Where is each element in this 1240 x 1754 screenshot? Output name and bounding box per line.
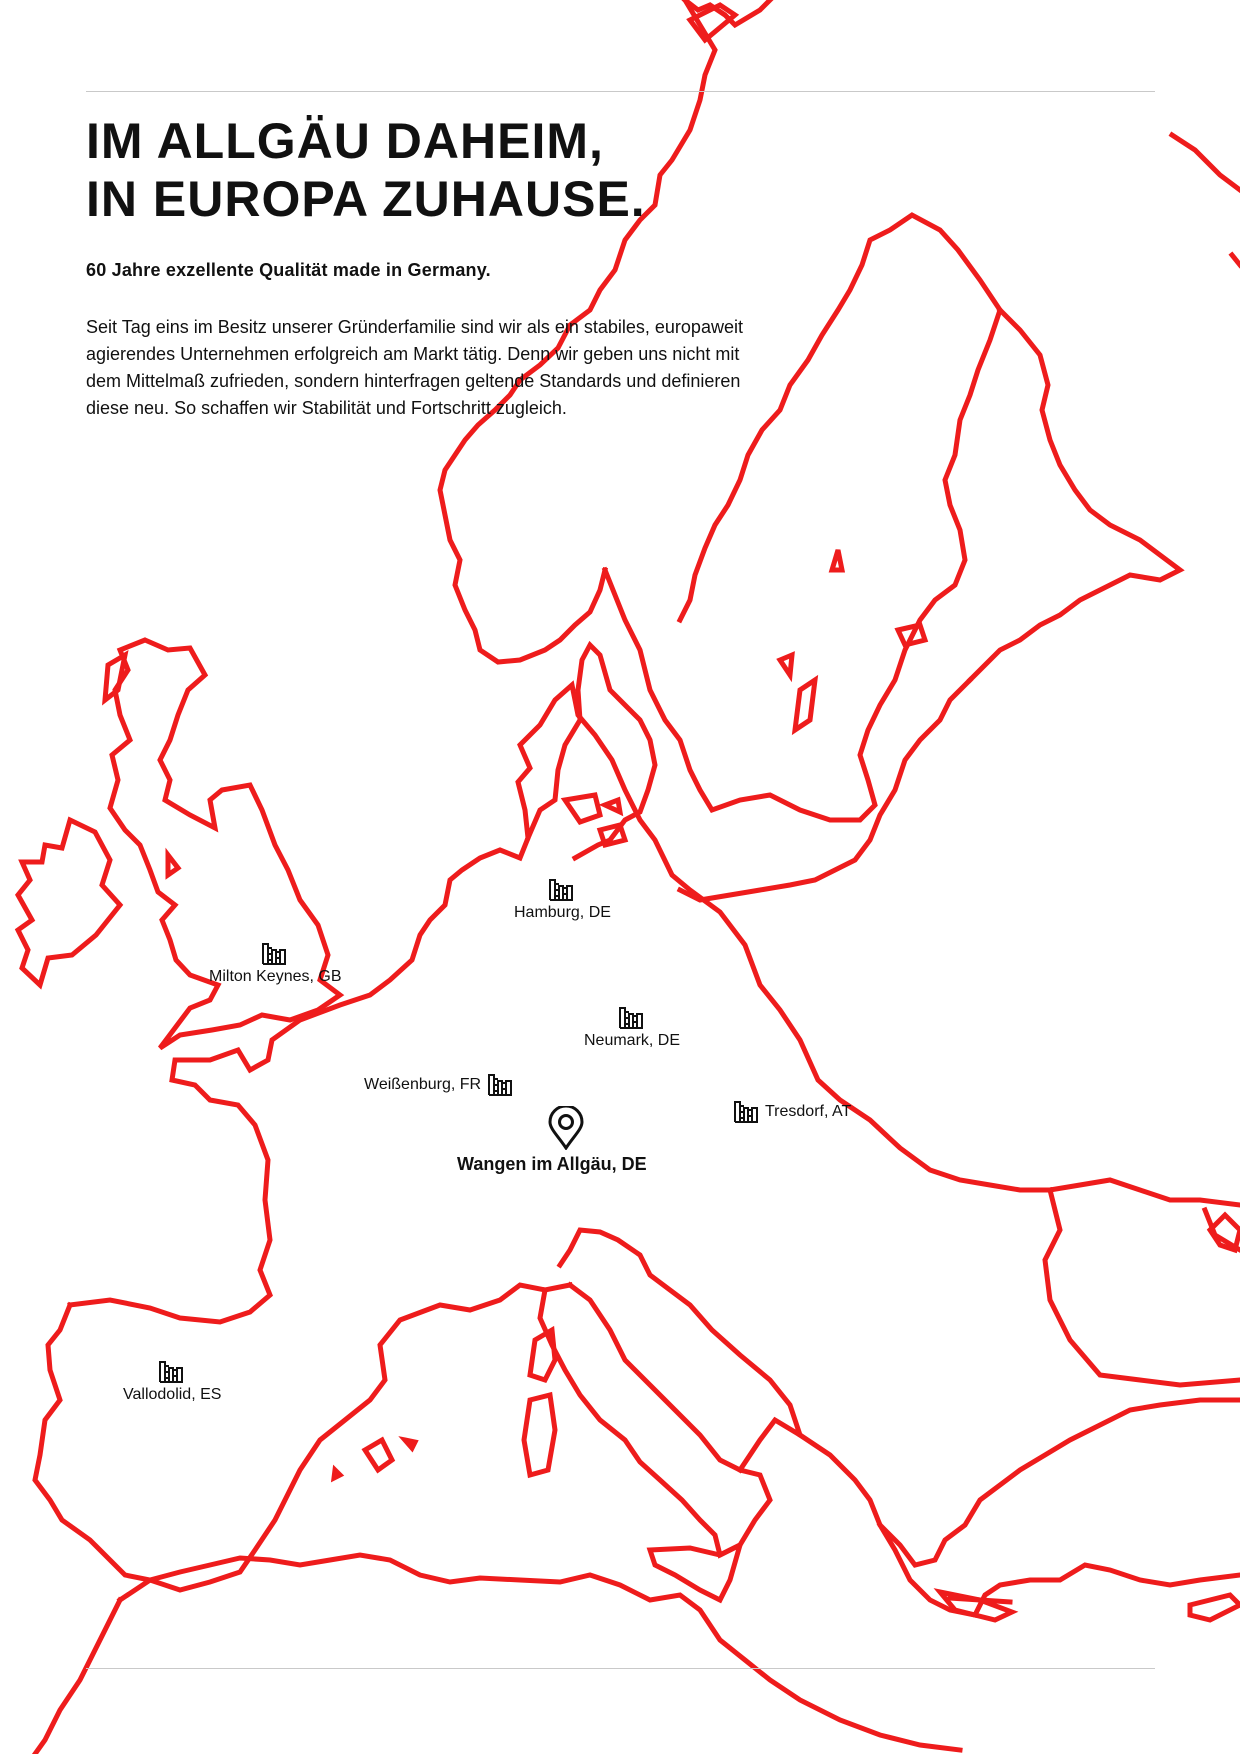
factory-icon bbox=[158, 1360, 186, 1384]
map-ireland bbox=[18, 820, 120, 985]
location-label: Hamburg, DE bbox=[514, 904, 611, 921]
map-sicily bbox=[650, 1545, 740, 1600]
map-greece bbox=[880, 1525, 1240, 1615]
map-east-edge bbox=[1232, 255, 1240, 265]
map-balearic-small bbox=[405, 1440, 415, 1448]
factory-icon bbox=[261, 942, 289, 966]
map-continent-west bbox=[70, 685, 1240, 1322]
body-line: agierendes Unternehmen erfolgreich am Markt tätig. Denn wir geben uns nicht mit bbox=[86, 344, 740, 364]
headline-line-2: IN EUROPA ZUHAUSE. bbox=[86, 171, 646, 227]
factory-icon bbox=[733, 1100, 761, 1124]
location-hamburg bbox=[514, 878, 611, 922]
map-danish-island bbox=[605, 800, 620, 812]
location-label: Milton Keynes, GB bbox=[209, 968, 342, 985]
factory-icon bbox=[487, 1073, 515, 1097]
map-iberia bbox=[35, 1285, 570, 1590]
map-aland bbox=[832, 550, 842, 570]
map-jutland bbox=[528, 645, 655, 858]
factory-icon bbox=[618, 1006, 646, 1030]
subline: 60 Jahre exzellente Qualität made in Germany. bbox=[86, 260, 491, 280]
location-label: Weißenburg, FR bbox=[364, 1076, 482, 1093]
map-oland bbox=[780, 655, 792, 675]
map-cyprus bbox=[1190, 1595, 1240, 1620]
location-label: Neumark, DE bbox=[584, 1032, 681, 1049]
map-corsica bbox=[530, 1330, 555, 1380]
map-italy bbox=[540, 1285, 770, 1555]
location-tresdorf bbox=[733, 1100, 851, 1124]
map-italy-east bbox=[560, 1230, 800, 1470]
top-divider bbox=[86, 91, 1155, 92]
map-crete bbox=[950, 1598, 1010, 1602]
map-balearic bbox=[365, 1440, 392, 1470]
map-balkans bbox=[800, 1400, 1240, 1565]
body-line: diese neu. So schaffen wir Stabilität und Fortschritt zugleich. bbox=[86, 398, 567, 418]
location-vallodolid bbox=[123, 1360, 221, 1404]
map-island bbox=[105, 655, 125, 700]
map-africa-west bbox=[35, 1600, 120, 1754]
map-north-africa bbox=[120, 1555, 960, 1750]
map-finland bbox=[970, 310, 1180, 680]
map-sardinia bbox=[524, 1395, 555, 1475]
body-text bbox=[86, 314, 846, 422]
bottom-divider bbox=[86, 1668, 1155, 1669]
map-baltic-states bbox=[680, 680, 970, 900]
headline-line-1: IM ALLGÄU DAHEIM, bbox=[86, 113, 604, 169]
map-balearic-small bbox=[334, 1470, 340, 1478]
location-neumark bbox=[584, 1006, 680, 1050]
location-pin-icon bbox=[546, 1106, 586, 1150]
map-sweden bbox=[605, 215, 1000, 820]
body-line: Seit Tag eins im Besitz unserer Gründerfamilie sind wir als ein stabiles, europaweit bbox=[86, 317, 743, 337]
body-line: dem Mittelmaß zufrieden, sondern hinterfragen geltende Standards und definieren bbox=[86, 371, 741, 391]
factory-icon bbox=[548, 878, 576, 902]
map-great-britain bbox=[110, 640, 340, 1048]
location-weissenburg bbox=[364, 1073, 515, 1097]
map-island bbox=[168, 855, 178, 875]
location-label: Vallodolid, ES bbox=[123, 1386, 222, 1403]
location-milton-keynes bbox=[209, 942, 342, 986]
page-headline bbox=[86, 112, 646, 228]
headquarters-label: Wangen im Allgäu, DE bbox=[457, 1154, 647, 1174]
map-gotland bbox=[795, 680, 815, 730]
map-danish-island bbox=[565, 795, 600, 822]
map-east-edge bbox=[1172, 135, 1240, 190]
location-label: Tresdorf, AT bbox=[765, 1103, 852, 1120]
